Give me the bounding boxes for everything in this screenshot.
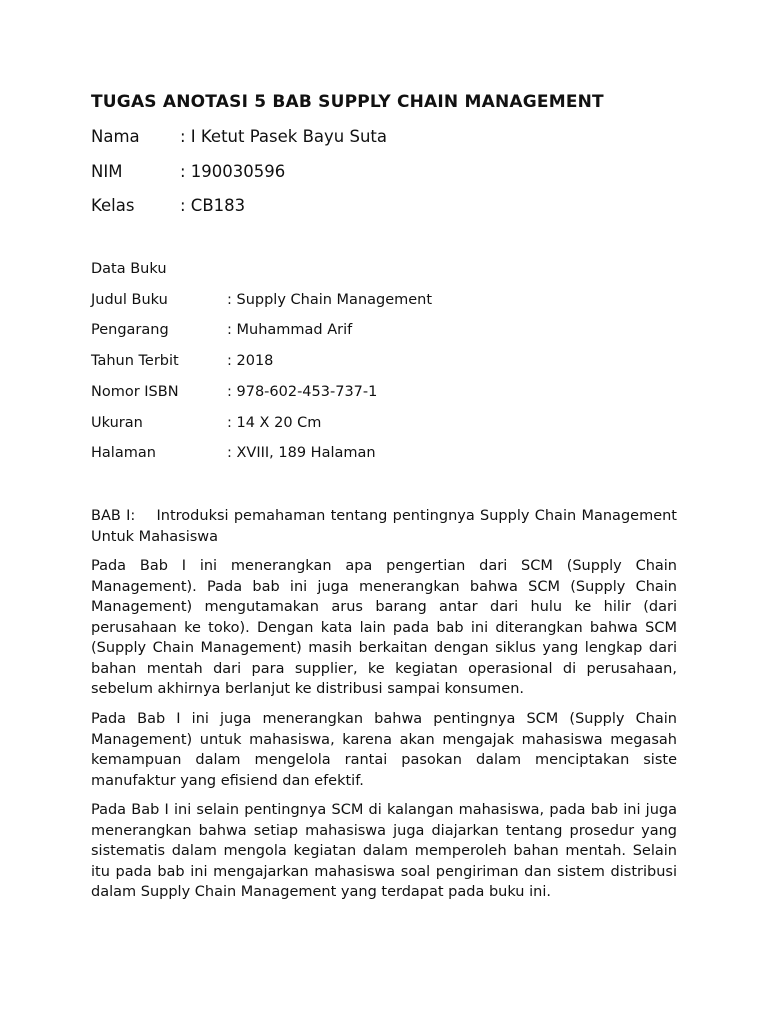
book-section-title: Data Buku <box>91 261 167 277</box>
book-value: : 978-602-453-737-1 <box>227 384 378 400</box>
document-title: TUGAS ANOTASI 5 BAB SUPPLY CHAIN MANAGEMENT <box>91 92 604 112</box>
identity-label: NIM <box>91 162 123 181</box>
book-label: Ukuran <box>91 415 143 431</box>
book-value: : 14 X 20 Cm <box>227 415 322 431</box>
identity-label: Nama <box>91 127 140 146</box>
book-value: : Muhammad Arif <box>227 322 353 338</box>
chapter-paragraph: Pada Bab I ini selain pentingnya SCM di kalangan mahasiswa, pada bab ini juga menerangkan bahwa setiap mahasiswa juga diajarkan tentang prosedur yang sistematis dalam mengola kegiatan dalam memperoleh bahan mentah. Selain itu pada bab ini mengajarkan mahasiswa soal pengiriman dan sistem distribusi dalam Supply Chain Management yang terdapat pada buku ini. <box>91 802 677 900</box>
identity-label: Kelas <box>91 196 135 215</box>
identity-value: : I Ketut Pasek Bayu Suta <box>180 127 387 146</box>
identity-value: : CB183 <box>180 196 246 215</box>
chapter-heading: BAB I: Introduksi pemahaman tentang pentingnya Supply Chain Management Untuk Mahasiswa <box>91 508 677 545</box>
book-label: Tahun Terbit <box>91 353 179 369</box>
book-label: Judul Buku <box>91 292 168 308</box>
book-value: : 2018 <box>227 353 274 369</box>
book-label: Nomor ISBN <box>91 384 179 400</box>
identity-value: : 190030596 <box>180 162 286 181</box>
chapter-paragraph: Pada Bab I ini menerangkan apa pengertian dari SCM (Supply Chain Management). Pada bab ini juga menerangkan bahwa SCM (Supply Chain Management) mengutamakan arus barang antar dari hulu ke hilir (dari perusahaan ke toko). Dengan kata lain pada bab ini diterangkan bahwa SCM (Supply Chain Management) masih berkaitan dengan siklus yang lengkap dari bahan mentah dari para supplier, ke kegiatan operasional di perusahaan, sebelum akhirnya berlanjut ke distribusi sampai konsumen. <box>91 558 677 697</box>
book-value: : XVIII, 189 Halaman <box>227 445 376 461</box>
book-value: : Supply Chain Management <box>227 292 433 308</box>
book-label: Pengarang <box>91 322 169 338</box>
book-label: Halaman <box>91 445 156 461</box>
chapter-paragraph: Pada Bab I ini juga menerangkan bahwa pentingnya SCM (Supply Chain Management) untuk mahasiswa, karena akan mengajak mahasiswa megasah kemampuan dalam mengelola rantai pasokan dalam menciptakan siste manufaktur yang efisiend dan efektif. <box>91 711 677 789</box>
